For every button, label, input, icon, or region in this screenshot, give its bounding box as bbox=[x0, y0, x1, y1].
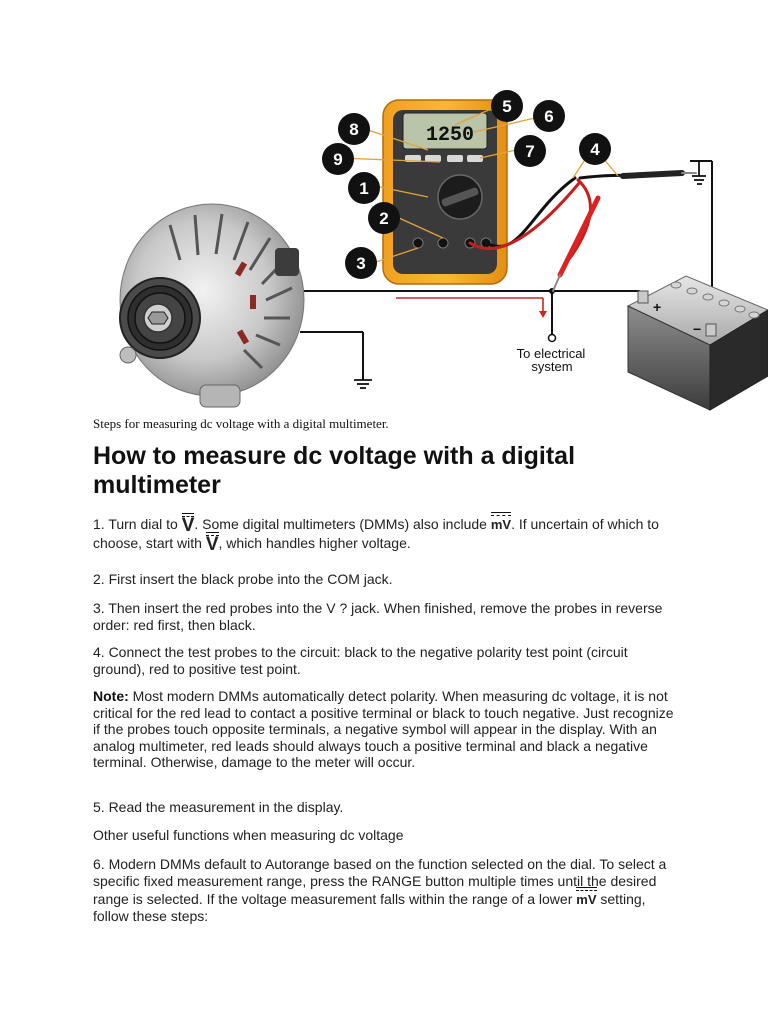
step-1-text-d: , which handles higher voltage. bbox=[218, 535, 411, 551]
svg-text:1: 1 bbox=[359, 179, 369, 198]
callout-6 bbox=[533, 100, 565, 132]
page-title: How to measure dc voltage with a digital multimeter bbox=[93, 442, 576, 499]
alternator-image bbox=[120, 204, 304, 407]
svg-text:7: 7 bbox=[525, 142, 535, 161]
svg-text:3: 3 bbox=[356, 254, 366, 273]
ground-symbol bbox=[354, 380, 372, 388]
step-6 bbox=[93, 856, 683, 925]
note-label: Note: bbox=[93, 688, 129, 704]
step-1 bbox=[93, 514, 683, 553]
callout-1 bbox=[348, 172, 380, 204]
figure-caption: Steps for measuring dc voltage with a digital multimeter. bbox=[93, 416, 389, 431]
meter-display-reading: 1250 bbox=[426, 124, 475, 147]
svg-text:5: 5 bbox=[502, 97, 512, 116]
svg-text:2: 2 bbox=[379, 209, 389, 228]
svg-text:6: 6 bbox=[544, 107, 554, 126]
multimeter-diagram bbox=[0, 0, 768, 412]
dc-millivolt-symbol: mV bbox=[576, 889, 596, 908]
step-4: 4. Connect the test probes to the circuit: black to the negative polarity test point (circuit ground), red to positive test point. bbox=[93, 644, 628, 677]
dc-millivolt-symbol: mV bbox=[491, 514, 511, 533]
terminal-node bbox=[549, 335, 556, 342]
battery-negative-label: − bbox=[693, 321, 702, 337]
step-1-text-a: 1. Turn dial to bbox=[93, 516, 182, 532]
subheading-other-functions: Other useful functions when measuring dc voltage bbox=[93, 827, 404, 843]
svg-text:9: 9 bbox=[333, 150, 343, 169]
electrical-system-label-line1: To electrical bbox=[516, 346, 586, 361]
step-1-text-c: . If uncertain of which to choose, start with bbox=[93, 516, 659, 551]
step-1-text-b: . Some digital multimeters (DMMs) also include bbox=[194, 516, 491, 532]
note-paragraph bbox=[93, 688, 683, 771]
step-6-text-a: 6. Modern DMMs default to Autorange based on the function selected on the dial. To select a specific fixed measurement range, press the RANGE button multiple times until the desired range is selected. If the voltage measurement falls within the range of a lower bbox=[93, 856, 667, 907]
callout-7 bbox=[514, 135, 546, 167]
step-6-text-b: setting, follow these steps: bbox=[93, 891, 646, 924]
note-text: Most modern DMMs automatically detect polarity. When measuring dc voltage, it is not critical for the red lead to contact a positive terminal or black to touch negative. Just recognize if the probes touch opposite terminals, a negative symbol will appear in the display. With an analog multimeter, red leads should always touch a positive terminal and black a negative terminal. Otherwise, damage to the meter will occur. bbox=[93, 688, 674, 770]
dc-volt-symbol: V bbox=[181, 515, 195, 536]
callout-9 bbox=[322, 143, 354, 175]
step-2: 2. First insert the black probe into the COM jack. bbox=[93, 571, 393, 587]
callout-5 bbox=[491, 90, 523, 122]
callout-2 bbox=[368, 202, 400, 234]
svg-text:4: 4 bbox=[590, 140, 600, 159]
svg-text:8: 8 bbox=[349, 120, 359, 139]
step-3: 3. Then insert the red probes into the V ? jack. When finished, remove the probes in reverse order: red first, then black. bbox=[93, 600, 663, 633]
battery-image bbox=[628, 276, 768, 410]
step-5: 5. Read the measurement in the display. bbox=[93, 799, 344, 815]
callout-4 bbox=[579, 133, 611, 165]
callout-3 bbox=[345, 247, 377, 279]
battery-positive-label: + bbox=[653, 299, 662, 315]
electrical-system-label-line2: system bbox=[531, 359, 573, 374]
dc-volt-symbol: V bbox=[205, 534, 219, 555]
current-arrow bbox=[396, 298, 547, 318]
callout-8 bbox=[338, 113, 370, 145]
